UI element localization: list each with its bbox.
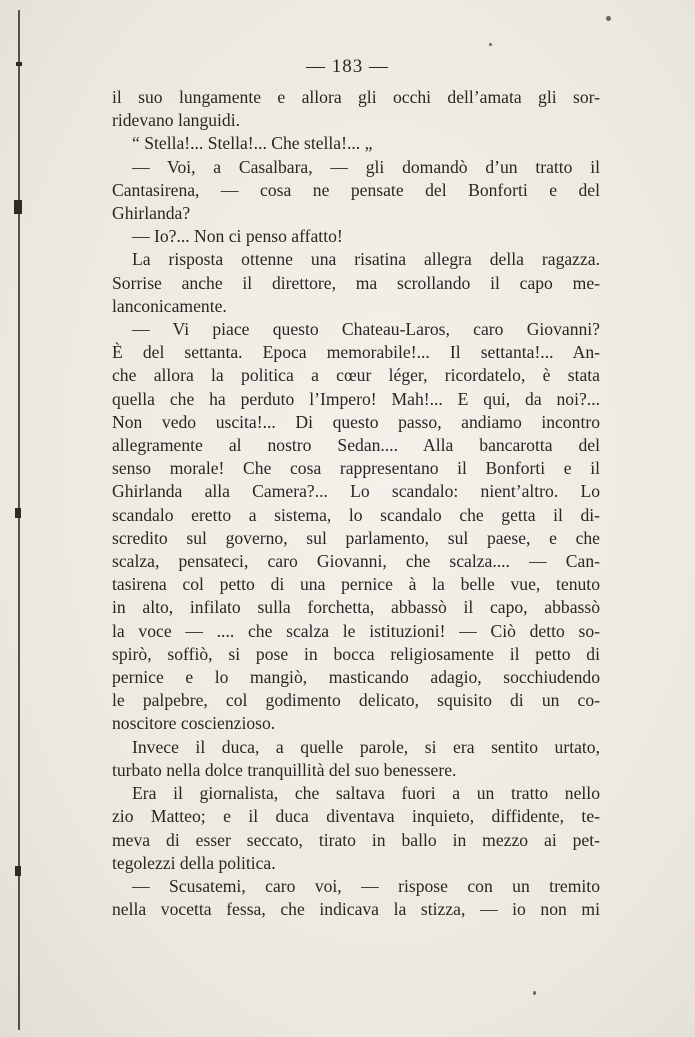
text-line: ridevano languidi. [112,110,241,131]
binding-edge [18,10,20,1030]
text-line: zio Matteo; e il duca diventava inquieto, diffidente, te- [112,806,600,827]
text-line: la voce — .... che scalza le istituzioni! — Ciò detto so- [112,620,600,641]
page-text [112,86,600,921]
text-line: il suo lungamente e allora gli occhi dell’amata gli sor- [112,87,600,107]
text-line: noscitore coscienzioso. [112,713,276,734]
text-line: “ Stella!... Stella!... Che stella!... „ [132,133,373,154]
text-line: — Io?... Non ci penso affatto! [132,226,343,247]
text-line: tasirena col petto di una pernice à la belle vue, tenuto [112,574,600,595]
text-line: La risposta ottenne una risatina allegra della ragazza. [132,249,600,270]
text-line: tegolezzi della politica. [112,852,276,873]
text-line: spirò, soffiò, si pose in bocca religiosamente il petto di [112,643,600,664]
text-line: Ghirlanda alla Camera?... Lo scandalo: nient’altro. Lo [112,481,600,502]
text-line: Era il giornalista, che saltava fuori a un tratto nello [132,783,600,804]
text-line: lanconicamente. [112,295,227,316]
text-line: È del settanta. Epoca memorabile!... Il settanta!... An- [112,342,600,363]
ink-speck [533,991,536,995]
text-line: pernice e lo mangiò, masticando adagio, socchiudendo [112,667,600,688]
text-line: scalza, pensateci, caro Giovanni, che scalza.... — Can- [112,551,600,572]
text-line: in alto, infilato sulla forchetta, abbassò il capo, abbassò [112,597,600,618]
text-line: — Scusatemi, caro voi, — rispose con un tremito [132,875,600,896]
text-line: — Voi, a Casalbara, — gli domandò d’un tratto il [132,156,600,177]
text-line: senso morale! Che cosa rappresentano il Bonforti e il [112,458,600,479]
text-line: allegramente al nostro Sedan.... Alla bancarotta del [112,435,600,456]
text-line: scandalo eretto a sistema, lo scandalo che getta il di- [112,504,600,525]
page-number: — 183 — [306,56,389,77]
text-line: Invece il duca, a quelle parole, si era sentito urtato, [132,736,600,757]
text-line: Ghirlanda? [112,203,191,224]
text-line: — Vi piace questo Chateau-Laros, caro Giovanni? [132,319,600,340]
text-line: scredito sul governo, sul parlamento, sul paese, e che [112,527,600,548]
text-line: nella vocetta fessa, che indicava la stizza, — io non mi [112,899,600,920]
text-line: Non vedo uscita!... Di questo passo, andiamo incontro [112,411,600,432]
text-line: meva di esser seccato, tirato in ballo in mezzo ai pet- [112,829,600,850]
text-line: Sorrise anche il direttore, ma scrollando il capo me- [112,272,600,293]
text-line: Cantasirena, — cosa ne pensate del Bonforti e del [112,179,600,200]
binding-mark [14,200,22,214]
ink-speck [489,43,492,46]
text-line: le palpebre, col godimento delicato, squisito di un co- [112,690,600,711]
text-line: che allora la politica a cœur léger, ricordatelo, è stata [112,365,600,386]
binding-mark [15,508,21,518]
text-line: turbato nella dolce tranquillità del suo benessere. [112,759,457,780]
text-line: quella che ha perduto l’Impero! Mah!... E qui, da noi?... [112,388,600,409]
binding-mark [15,866,21,876]
ink-speck [606,16,611,21]
